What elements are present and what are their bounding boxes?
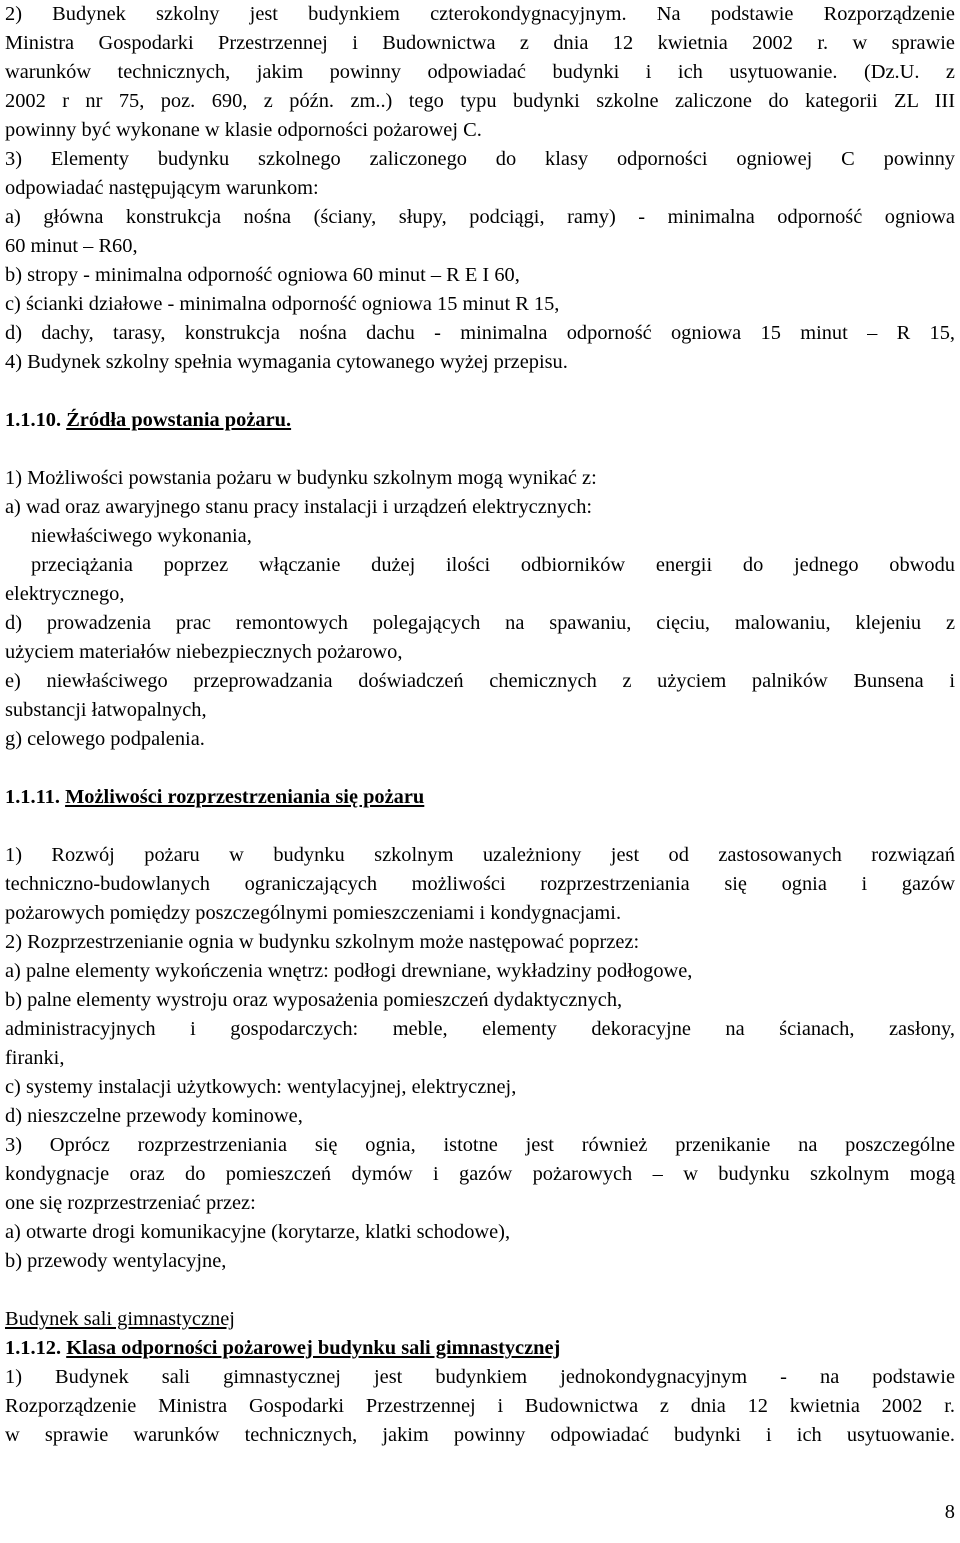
text-line: 1) Budynek sali gimnastycznej jest budynkiem jednokondygnacyjnym - na podstawie — [5, 1366, 955, 1388]
text-line: one się rozprzestrzeniać przez: — [5, 1192, 256, 1214]
subsection-label — [5, 1305, 235, 1334]
text-line: pożarowych pomiędzy poszczególnymi pomieszczeniami i kondygnacjami. — [5, 902, 622, 924]
text-line: odpowiadać następującym warunkom: — [5, 177, 319, 199]
text-line: a) wad oraz awaryjnego stanu pracy instalacji i urządzeń elektrycznych: — [5, 496, 593, 518]
heading-title: Klasa odporności pożarowej budynku sali gimnastycznej — [66, 1337, 561, 1359]
text-line: kondygnacje oraz do pomieszczeń dymów i gazów pożarowych – w budynku szkolnym mogą — [5, 1163, 955, 1185]
subsection-label-text: Budynek sali gimnastycznej — [5, 1308, 235, 1330]
text-line: substancji łatwopalnych, — [5, 699, 207, 721]
text-line: a) otwarte drogi komunikacyjne (korytarze, klatki schodowe), — [5, 1221, 511, 1243]
text-line: 3) Oprócz rozprzestrzeniania się ognia, istotne jest również przenikanie na poszczególne — [5, 1134, 955, 1156]
text-line: e) niewłaściwego przeprowadzania doświadczeń chemicznych z użyciem palników Bunsena i — [5, 670, 955, 692]
text-line: b) stropy - minimalna odporność ogniowa 60 minut – R E I 60, — [5, 264, 520, 286]
text-line: 60 minut – R60, — [5, 235, 138, 257]
text-line: c) systemy instalacji użytkowych: wentylacyjnej, elektrycznej, — [5, 1076, 517, 1098]
text-line: w sprawie warunków technicznych, jakim powinny odpowiadać budynki i ich usytuowanie. — [5, 1424, 955, 1446]
section-heading-1-1-12 — [5, 1334, 560, 1363]
text-line: b) palne elementy wystroju oraz wyposażenia pomieszczeń dydaktycznych, — [5, 989, 623, 1011]
section-heading-1-1-11 — [5, 783, 424, 812]
text-line: 1) Rozwój pożaru w budynku szkolnym uzależniony jest od zastosowanych rozwiązań — [5, 844, 955, 866]
text-line: firanki, — [5, 1047, 65, 1069]
bullet-text: niewłaściwego wykonania, — [31, 525, 252, 547]
heading-number: 1.1.12. — [5, 1337, 62, 1359]
text-line: d) prowadzenia prac remontowych polegających na spawaniu, cięciu, malowaniu, klejeniu z — [5, 612, 955, 634]
bullet-item — [5, 551, 955, 580]
heading-title: Możliwości rozprzestrzeniania się pożaru — [65, 786, 425, 808]
text-line: 4) Budynek szkolny spełnia wymagania cytowanego wyżej przepisu. — [5, 351, 568, 373]
text-line: 3) Elementy budynku szkolnego zaliczonego do klasy odporności ogniowej C powinny — [5, 148, 955, 170]
text-line: c) ścianki działowe - minimalna odporność ogniowa 15 minut R 15, — [5, 293, 560, 315]
text-line: administracyjnych i gospodarczych: meble, elementy dekoracyjne na ścianach, zasłony, — [5, 1018, 955, 1040]
text-line: a) palne elementy wykończenia wnętrz: podłogi drewniane, wykładziny podłogowe, — [5, 960, 693, 982]
heading-number: 1.1.11. — [5, 786, 60, 808]
text-line: elektrycznego, — [5, 583, 125, 605]
section-heading-1-1-10 — [5, 406, 291, 435]
heading-title: Źródła powstania pożaru. — [66, 409, 292, 431]
text-line: d) dachy, tarasy, konstrukcja nośna dachu - minimalna odporność ogniowa 15 minut – R 15, — [5, 322, 955, 344]
page-number: 8 — [944, 1501, 955, 1523]
text-line: a) główna konstrukcja nośna (ściany, słupy, podciągi, ramy) - minimalna odporność ogniowa — [5, 206, 955, 228]
text-line: 2002 r nr 75, poz. 690, z późn. zm..) tego typu budynki szkolne zaliczone do kategorii ZL III — [5, 90, 955, 112]
bullet-item — [5, 522, 252, 551]
text-line: 2) Rozprzestrzenianie ognia w budynku szkolnym może następować poprzez: — [5, 931, 640, 953]
text-line: powinny być wykonane w klasie odporności pożarowej C. — [5, 119, 482, 141]
text-line: techniczno-budowlanych ograniczających możliwości rozprzestrzeniania się ognia i gazów — [5, 873, 955, 895]
bullet-text: przeciążania poprzez włączanie dużej ilości odbiorników energii do jednego obwodu — [31, 554, 955, 576]
text-line: warunków technicznych, jakim powinny odpowiadać budynki i ich usytuowanie. (Dz.U. z — [5, 61, 955, 83]
heading-number: 1.1.10. — [5, 409, 62, 431]
text-line: 2) Budynek szkolny jest budynkiem czterokondygnacyjnym. Na podstawie Rozporządzenie — [5, 3, 955, 25]
text-line: użyciem materiałów niebezpiecznych pożarowo, — [5, 641, 403, 663]
text-line: d) nieszczelne przewody kominowe, — [5, 1105, 303, 1127]
text-line: b) przewody wentylacyjne, — [5, 1250, 227, 1272]
text-line: Rozporządzenie Ministra Gospodarki Przestrzennej i Budownictwa z dnia 12 kwietnia 2002 r. — [5, 1395, 955, 1417]
text-line: Ministra Gospodarki Przestrzennej i Budownictwa z dnia 12 kwietnia 2002 r. w sprawie — [5, 32, 955, 54]
text-line: g) celowego podpalenia. — [5, 728, 205, 750]
text-line: 1) Możliwości powstania pożaru w budynku szkolnym mogą wynikać z: — [5, 467, 597, 489]
